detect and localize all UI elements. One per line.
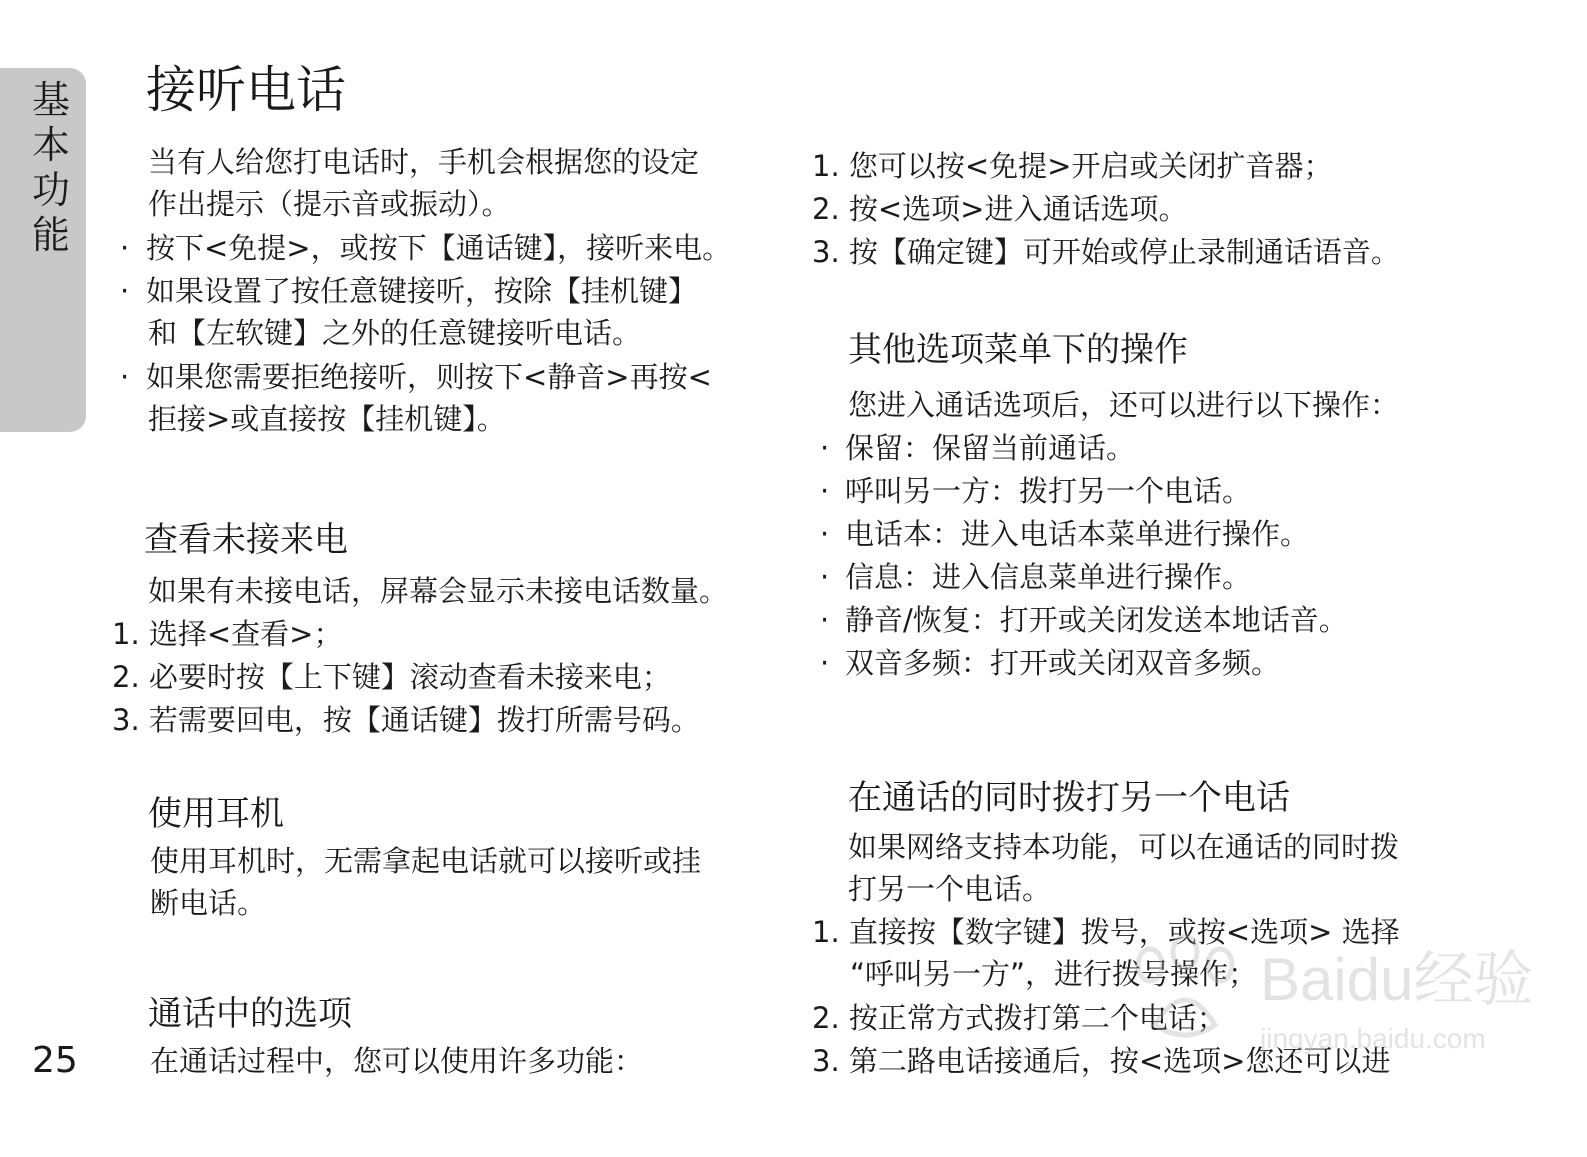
in-call-options-body: 在通话过程中，您可以使用许多功能： xyxy=(150,1044,644,1078)
other-options-item: 电话本：进入电话本菜单进行操作。 xyxy=(845,517,1310,551)
second-call-step: 3. 第二路电话接通后，按<选项>您还可以进 xyxy=(812,1044,1391,1078)
in-call-step: 3. 按【确定键】可开始或停止录制通话语音。 xyxy=(812,235,1400,269)
other-options-item: 信息：进入信息菜单进行操作。 xyxy=(845,560,1252,594)
other-options-item: 呼叫另一方：拨打另一个电话。 xyxy=(845,474,1252,508)
answer-intro-line: 作出提示（提示音或振动）。 xyxy=(148,187,511,221)
in-call-step: 2. 按<选项>进入通话选项。 xyxy=(812,192,1188,226)
bullet-dot: · xyxy=(820,603,830,637)
bullet-dot: · xyxy=(120,274,130,308)
second-call-intro-line: 打另一个电话。 xyxy=(848,872,1052,906)
missed-calls-step: 1. 选择<查看>； xyxy=(112,617,343,651)
other-options-item: 双音多频：打开或关闭双音多频。 xyxy=(845,646,1281,680)
second-call-step: “呼叫另一方”，进行拨号操作； xyxy=(850,957,1258,991)
other-options-item: 静音/恢复：打开或关闭发送本地话音。 xyxy=(845,603,1348,637)
other-options-item: 保留：保留当前通话。 xyxy=(845,431,1136,465)
in-call-step: 1. 您可以按<免提>开启或关闭扩音器； xyxy=(812,149,1333,183)
answer-bullet-line: 如果设置了按任意键接听，按除【挂机键】 xyxy=(146,274,698,308)
headset-body-line: 断电话。 xyxy=(150,886,267,920)
second-call-intro-line: 如果网络支持本功能，可以在通话的同时拨 xyxy=(848,830,1400,864)
side-tab-label: 基本功能 xyxy=(31,78,70,257)
bullet-dot: · xyxy=(820,517,830,551)
missed-calls-intro: 如果有未接电话，屏幕会显示未接电话数量。 xyxy=(148,574,729,608)
other-options-intro: 您进入通话选项后，还可以进行以下操作： xyxy=(848,388,1400,422)
bullet-dot: · xyxy=(820,560,830,594)
second-call-step: 1. 直接按【数字键】拨号，或按<选项> 选择 xyxy=(812,915,1400,949)
watermark-url: jingyan.baidu.com xyxy=(1260,1023,1486,1054)
answer-bullet-line: 和【左软键】之外的任意键接听电话。 xyxy=(148,316,642,350)
missed-calls-step: 3. 若需要回电，按【通话键】拨打所需号码。 xyxy=(112,703,700,737)
bullet-dot: · xyxy=(120,231,130,265)
page-number: 25 xyxy=(32,1040,78,1081)
answer-bullet-line: 按下<免提>，或按下【通话键】，接听来电。 xyxy=(146,231,732,265)
second-call-heading: 在通话的同时拨打另一个电话 xyxy=(848,778,1290,818)
second-call-step: 2. 按正常方式拨打第二个电话； xyxy=(812,1001,1226,1035)
headset-heading: 使用耳机 xyxy=(148,794,284,834)
page-title: 接听电话 xyxy=(146,61,346,119)
bullet-dot: · xyxy=(820,474,830,508)
bullet-dot: · xyxy=(120,360,130,394)
answer-intro-line: 当有人给您打电话时，手机会根据您的设定 xyxy=(148,145,700,179)
bullet-dot: · xyxy=(820,646,830,680)
answer-bullet-line: 如果您需要拒绝接听，则按下<静音>再按< xyxy=(146,360,712,394)
other-options-heading: 其他选项菜单下的操作 xyxy=(848,330,1188,370)
missed-calls-step: 2. 必要时按【上下键】滚动查看未接来电； xyxy=(112,660,671,694)
missed-calls-heading: 查看未接来电 xyxy=(144,520,348,560)
headset-body-line: 使用耳机时，无需拿起电话就可以接听或挂 xyxy=(150,844,702,878)
bullet-dot: · xyxy=(820,431,830,465)
answer-bullet-line: 拒接>或直接按【挂机键】。 xyxy=(148,402,506,436)
in-call-options-heading: 通话中的选项 xyxy=(148,994,352,1034)
watermark-text: Baidu经验 xyxy=(1260,946,1534,1013)
